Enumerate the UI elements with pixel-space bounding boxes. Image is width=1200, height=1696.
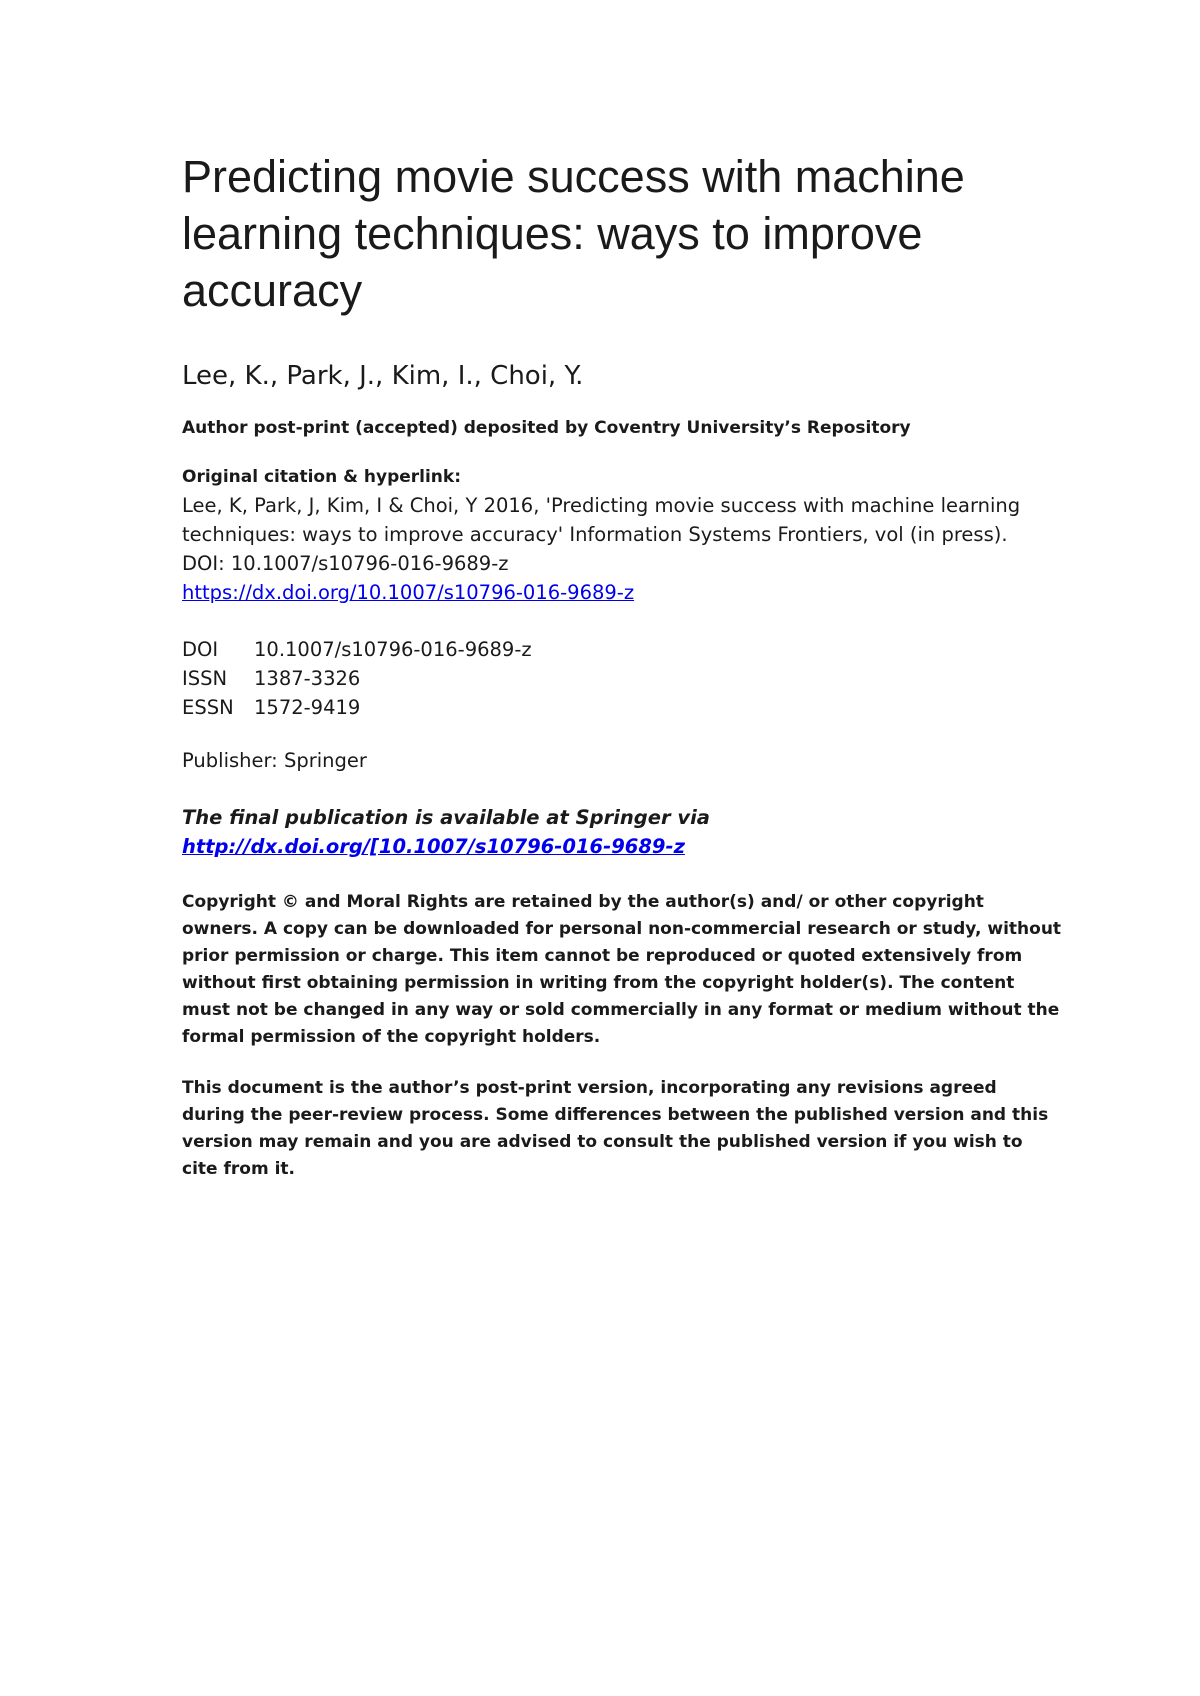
identifier-value: 1387-3326 <box>254 667 361 690</box>
identifier-row-doi <box>182 635 1062 664</box>
identifier-row-issn <box>182 664 1062 693</box>
publisher: Publisher: Springer <box>182 749 367 772</box>
final-publication-text: The final publication is available at Springer via <box>182 806 710 829</box>
citation-section <box>182 464 1062 607</box>
author-list: Lee, K., Park, J., Kim, I., Choi, Y. <box>182 361 584 391</box>
postprint-notice: This document is the author’s post-print version, incorporating any revisions agreed during the peer-review process. Some differences between the published version and this version may remain and you are advised to consult the published version if you wish to cite from it. <box>182 1078 1049 1179</box>
identifier-row-essn <box>182 693 1062 722</box>
identifier-list <box>182 635 1062 722</box>
cover-sheet <box>182 148 1062 1183</box>
copyright-notice: Copyright © and Moral Rights are retained by the author(s) and/ or other copyright owners. A copy can be downloaded for personal non-commercial research or study, without prior permission or charge. This item cannot be reproduced or quoted extensively from without first obtaining permission in writing from the copyright holder(s). The content must not be changed in any way or sold commercially in any format or medium without the formal permission of the copyright holders. <box>182 892 1062 1047</box>
identifier-value: 1572-9419 <box>254 696 361 719</box>
identifier-label: ESSN <box>182 696 234 719</box>
final-publication <box>182 803 1062 861</box>
citation-doi-link[interactable]: https://dx.doi.org/10.1007/s10796-016-9689-z <box>182 581 635 604</box>
identifier-value: 10.1007/s10796-016-9689-z <box>254 638 532 661</box>
final-publication-link[interactable]: http://dx.doi.org/[10.1007/s10796-016-9689-z <box>182 835 685 858</box>
identifier-label: DOI <box>182 638 219 661</box>
citation-text: Lee, K, Park, J, Kim, I & Choi, Y 2016, 'Predicting movie success with machine learning techniques: ways to improve accuracy' Information Systems Frontiers, vol (in press). <box>182 494 1021 546</box>
paper-title: Predicting movie success with machine learning techniques: ways to improve accuracy <box>182 151 965 316</box>
citation-doi: DOI: 10.1007/s10796-016-9689-z <box>182 552 509 575</box>
citation-heading: Original citation & hyperlink: <box>182 467 462 487</box>
deposit-statement: Author post-print (accepted) deposited by Coventry University’s Repository <box>182 418 911 438</box>
identifier-label: ISSN <box>182 667 228 690</box>
